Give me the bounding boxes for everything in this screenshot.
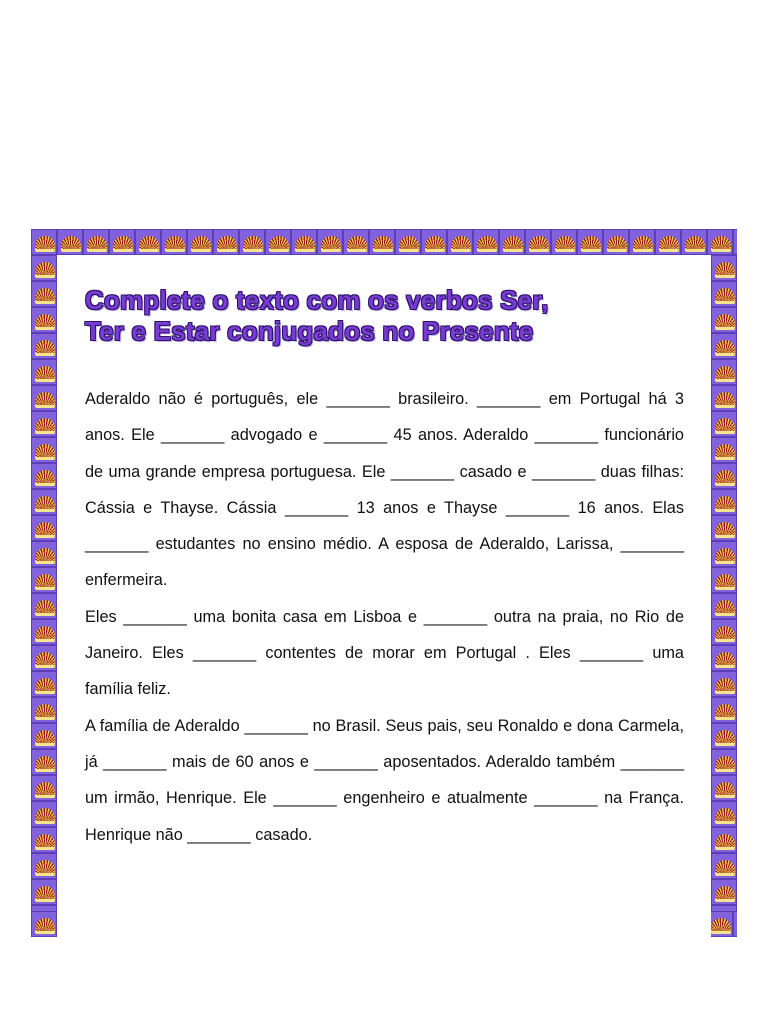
title-line-1: Complete o texto com os verbos Ser, (85, 285, 549, 315)
fan-sunburst-tile-icon (711, 255, 737, 281)
fan-sunburst-tile-icon (31, 879, 57, 905)
fan-sunburst-tile-icon (31, 229, 57, 255)
fan-sunburst-tile-icon (447, 229, 473, 255)
fan-sunburst-tile-icon (31, 801, 57, 827)
decorative-border-left (31, 255, 57, 911)
fan-sunburst-tile-icon (31, 697, 57, 723)
fan-sunburst-tile-icon (31, 489, 57, 515)
fan-sunburst-tile-icon (711, 879, 737, 905)
fan-sunburst-tile-icon (733, 911, 737, 937)
fan-sunburst-tile-icon (711, 385, 737, 411)
fan-sunburst-tile-icon (109, 229, 135, 255)
fan-sunburst-tile-icon (31, 645, 57, 671)
fan-sunburst-tile-icon (31, 723, 57, 749)
fan-sunburst-tile-icon (31, 671, 57, 697)
fan-sunburst-tile-icon (711, 853, 737, 879)
fan-sunburst-tile-icon (31, 827, 57, 853)
fan-sunburst-tile-icon (711, 697, 737, 723)
fan-sunburst-tile-icon (291, 229, 317, 255)
fan-sunburst-tile-icon (711, 359, 737, 385)
fan-sunburst-tile-icon (31, 307, 57, 333)
fan-sunburst-tile-icon (711, 775, 737, 801)
fan-sunburst-tile-icon (577, 229, 603, 255)
fan-sunburst-tile-icon (31, 619, 57, 645)
fan-sunburst-tile-icon (317, 229, 343, 255)
fan-sunburst-tile-icon (499, 229, 525, 255)
fan-sunburst-tile-icon (31, 359, 57, 385)
fan-sunburst-tile-icon (629, 229, 655, 255)
exercise-text (85, 381, 684, 853)
fan-sunburst-tile-icon (31, 593, 57, 619)
fan-sunburst-tile-icon (265, 229, 291, 255)
fan-sunburst-tile-icon (473, 229, 499, 255)
fan-sunburst-tile-icon (135, 229, 161, 255)
fan-sunburst-tile-icon (31, 463, 57, 489)
fan-sunburst-tile-icon (239, 229, 265, 255)
fan-sunburst-tile-icon (711, 801, 737, 827)
fan-sunburst-tile-icon (707, 229, 733, 255)
fan-sunburst-tile-icon (31, 541, 57, 567)
fan-sunburst-tile-icon (421, 229, 447, 255)
fan-sunburst-tile-icon (711, 437, 737, 463)
fan-sunburst-tile-icon (711, 619, 737, 645)
fan-sunburst-tile-icon (551, 229, 577, 255)
fan-sunburst-tile-icon (187, 229, 213, 255)
fan-sunburst-tile-icon (369, 229, 395, 255)
fan-sunburst-tile-icon (213, 229, 239, 255)
fan-sunburst-tile-icon (711, 723, 737, 749)
fan-sunburst-tile-icon (711, 671, 737, 697)
fan-sunburst-tile-icon (711, 515, 737, 541)
fan-sunburst-tile-icon (395, 229, 421, 255)
fan-sunburst-tile-icon (31, 411, 57, 437)
fan-sunburst-tile-icon (83, 229, 109, 255)
fan-sunburst-tile-icon (343, 229, 369, 255)
fan-sunburst-tile-icon (733, 229, 737, 255)
paragraph-1: Aderaldo não é português, ele _______ brasileiro. _______ em Portugal há 3 anos. Ele _______ advogado e _______ 45 anos. Aderaldo _______ funcionário de uma grande empresa portuguesa. Ele _______ casado e _______ duas filhas: Cássia e Thayse. Cássia _______ 13 anos e Thayse _______ 16 anos. Elas _______ estudantes no ensino médio. A esposa de Aderaldo, Larissa, _______ enfermeira. (85, 390, 684, 590)
title-line-2: Ter e Estar conjugados no Presente (85, 316, 534, 346)
fan-sunburst-tile-icon (31, 911, 57, 937)
paragraph-3: A família de Aderaldo _______ no Brasil. Seus pais, seu Ronaldo e dona Carmela, já _______ mais de 60 anos e _______ aposentados. Aderaldo também _______ um irmão, Henrique. Ele _______ engenheiro e atualmente _______ na França. Henrique não _______ casado. (85, 716, 684, 844)
fan-sunburst-tile-icon (31, 385, 57, 411)
decorative-border-right (711, 255, 737, 911)
fan-sunburst-tile-icon (31, 333, 57, 359)
fan-sunburst-tile-icon (711, 827, 737, 853)
fan-sunburst-tile-icon (31, 749, 57, 775)
fan-sunburst-tile-icon (711, 593, 737, 619)
fan-sunburst-tile-icon (31, 567, 57, 593)
fan-sunburst-tile-icon (31, 255, 57, 281)
fan-sunburst-tile-icon (681, 229, 707, 255)
fan-sunburst-tile-icon (711, 281, 737, 307)
fan-sunburst-tile-icon (57, 229, 83, 255)
fan-sunburst-tile-icon (711, 463, 737, 489)
fan-sunburst-tile-icon (655, 229, 681, 255)
fan-sunburst-tile-icon (31, 853, 57, 879)
fan-sunburst-tile-icon (711, 905, 737, 911)
fan-sunburst-tile-icon (31, 905, 57, 911)
fan-sunburst-tile-icon (31, 775, 57, 801)
fan-sunburst-tile-icon (161, 229, 187, 255)
fan-sunburst-tile-icon (711, 307, 737, 333)
fan-sunburst-tile-icon (711, 749, 737, 775)
fan-sunburst-tile-icon (525, 229, 551, 255)
paragraph-2: Eles _______ uma bonita casa em Lisboa e _______ outra na praia, no Rio de Janeiro. Eles _______ contentes de morar em Portugal . Eles _______ uma família feliz. (85, 607, 684, 699)
fan-sunburst-tile-icon (711, 567, 737, 593)
worksheet-title (85, 285, 684, 347)
fan-sunburst-tile-icon (711, 645, 737, 671)
fan-sunburst-tile-icon (711, 411, 737, 437)
fan-sunburst-tile-icon (31, 515, 57, 541)
fan-sunburst-tile-icon (711, 333, 737, 359)
worksheet-content (85, 285, 684, 853)
fan-sunburst-tile-icon (711, 541, 737, 567)
fan-sunburst-tile-icon (31, 437, 57, 463)
fan-sunburst-tile-icon (603, 229, 629, 255)
fan-sunburst-tile-icon (711, 489, 737, 515)
decorative-border-top (31, 229, 737, 255)
fan-sunburst-tile-icon (31, 281, 57, 307)
